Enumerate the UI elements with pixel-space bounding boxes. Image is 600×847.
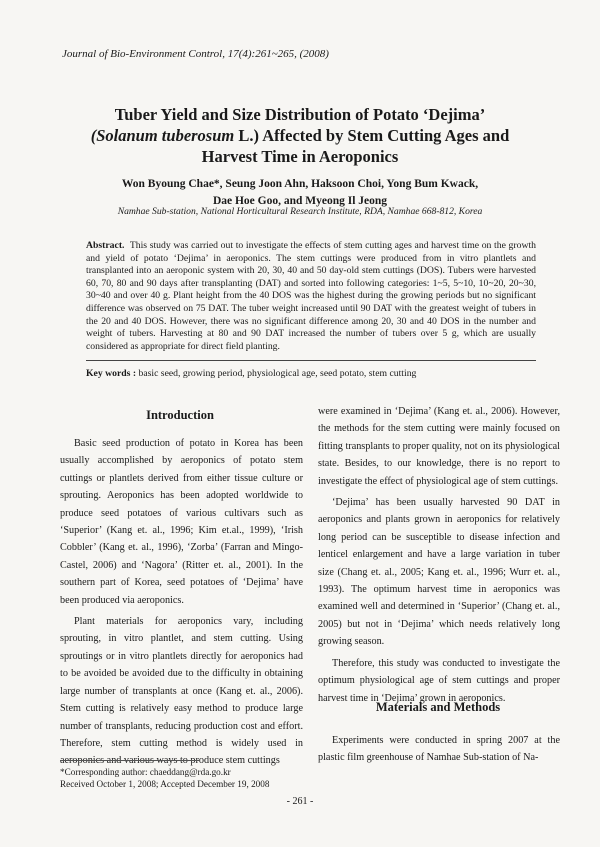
abstract xyxy=(86,240,536,353)
keywords-label: Key words : xyxy=(86,368,137,379)
paper-title xyxy=(60,104,540,167)
intro-paragraph-2: Plant materials for aeroponics vary, including sprouting, in vitro plantlet, and stem cutting. Using sproutings or in vitro plantlets directly for aeroponics had to be avoided be avoided due to the difficulty in obtaining large number of transplants at once (Kang et. al., 2006). Stem cutting is relatively easy method to produce large number of transplants, reducing production cost and effort. Therefore, stem cutting method is widely used in aeroponics and various ways to produce stem cuttings xyxy=(60,616,303,767)
footnote-corresponding-author: *Corresponding author: chaeddang@rda.go.kr xyxy=(60,767,231,777)
abstract-divider xyxy=(86,360,536,361)
title-line-2 xyxy=(60,125,540,146)
journal-citation: Journal of Bio-Environment Control, 17(4):261~265, (2008) xyxy=(62,48,329,60)
footnote-dates: Received October 1, 2008; Accepted December 19, 2008 xyxy=(60,779,270,789)
footnote-divider xyxy=(60,760,200,761)
intro-paragraph-3: were examined in ‘Dejima’ (Kang et. al., 2006). However, the methods for the stem cutting were mainly focused on fitting transplants to proper quality, not on its physiological state. Besides, to our knowledge, there is no report to investigate the effect of physiological age of stem cuttings. xyxy=(318,406,560,487)
species-name: (Solanum tuberosum xyxy=(90,126,235,145)
methods-column xyxy=(318,732,560,771)
section-heading-introduction: Introduction xyxy=(146,408,214,422)
title-line-3: Harvest Time in Aeroponics xyxy=(201,147,399,166)
intro-paragraph-5: Therefore, this study was conducted to investigate the optimum physiological age of stem cuttings and proper harvest time in ‘Dejima’ grown in aeroponics. xyxy=(318,657,560,704)
authors-line-2: Dae Hoe Goo, and Myeong Il Jeong xyxy=(212,195,388,207)
authors-line-1: Won Byoung Chae*, Seung Joon Ahn, Haksoon Choi, Yong Bum Kwack, xyxy=(121,178,479,190)
author-list xyxy=(60,176,540,210)
abstract-label: Abstract. xyxy=(86,240,125,251)
title-line-2-rest: L.) Affected by Stem Cutting Ages and xyxy=(234,126,510,145)
methods-paragraph-1: Experiments were conducted in spring 2007 at the plastic film greenhouse of Namhae Sub-station of Na- xyxy=(318,735,560,764)
section-heading-methods: Materials and Methods xyxy=(375,700,501,714)
intro-column-right xyxy=(318,403,560,711)
title-line-1: Tuber Yield and Size Distribution of Potato ‘Dejima’ xyxy=(114,105,486,124)
keywords-text: basic seed, growing period, physiological age, seed potato, stem cutting xyxy=(136,368,417,379)
abstract-text: This study was carried out to investigate the effects of stem cutting ages and harvest time on the growth and yield of potato ‘Dejima’ in aeroponics. The stem cuttings were produced from in vitro plantlets and transplanted into an aeroponic system with 20, 30, 40 and 50 day-old stem cuttings (DOS). Tubers were harvested 60, 70, 80 and 90 days after transplanting (DAT) and sorted into following categories: 1~5, 5~10, 10~20, 20~30, 30~40 and over 40 g. Plant height from the 40 DOS was the highest during the growing periods but no significant difference was observed on 75 DAT. The tuber weight increased until 90 DAT with the greatest weight of tubers in the 20 and 40 DOS. However, there was no significant difference among 20, 30 and 40 DOS in the number and weight of tubers. Harvesting at 80 and 90 DAT increased the number of tubers over 5 g, which are usually considered as appropriate for direct field planting. xyxy=(86,240,537,352)
intro-column-left xyxy=(60,435,303,774)
intro-paragraph-1: Basic seed production of potato in Korea has been usually accomplished by aeroponics of potato stem cuttings or plantlets derived from either tissue culture or sprouting. Aeroponics has been adopted worldwide to produce seed potatoes of various cultivars such as ‘Superior’ (Kang et. al., 1996; Kim et.al., 1999), ‘Irish Cobbler’ (Kang et. al., 1996), ‘Zorba’ (Farran and Mingo-Castel, 2006) and ‘Nagora’ (Ritter et. al., 2001). In the southern part of Korea, seed potatoes of ‘Dejima’ have been produced via aeroponics. xyxy=(60,438,303,606)
page-number: - 261 - xyxy=(286,796,314,807)
footnote xyxy=(60,766,320,790)
keywords xyxy=(86,368,546,379)
affiliation: Namhae Sub-station, National Horticultural Research Institute, RDA, Namhae 668-812, Korea xyxy=(117,206,483,217)
intro-paragraph-4: ‘Dejima’ has been usually harvested 90 DAT in aeroponics and plants grown in aeroponics for relatively long period can be susceptible to disease infection and lenticel enlargement and have a large variation in tuber size (Chang et. al., 2005; Kang et. al., 1996; Wurr et. al., 1993). The optimum harvest time in aeroponics was examined well and determined in ‘Superior’ (Chang et. al., 2005) but not in ‘Dejima’ which needs relatively long growing season. xyxy=(318,497,560,648)
